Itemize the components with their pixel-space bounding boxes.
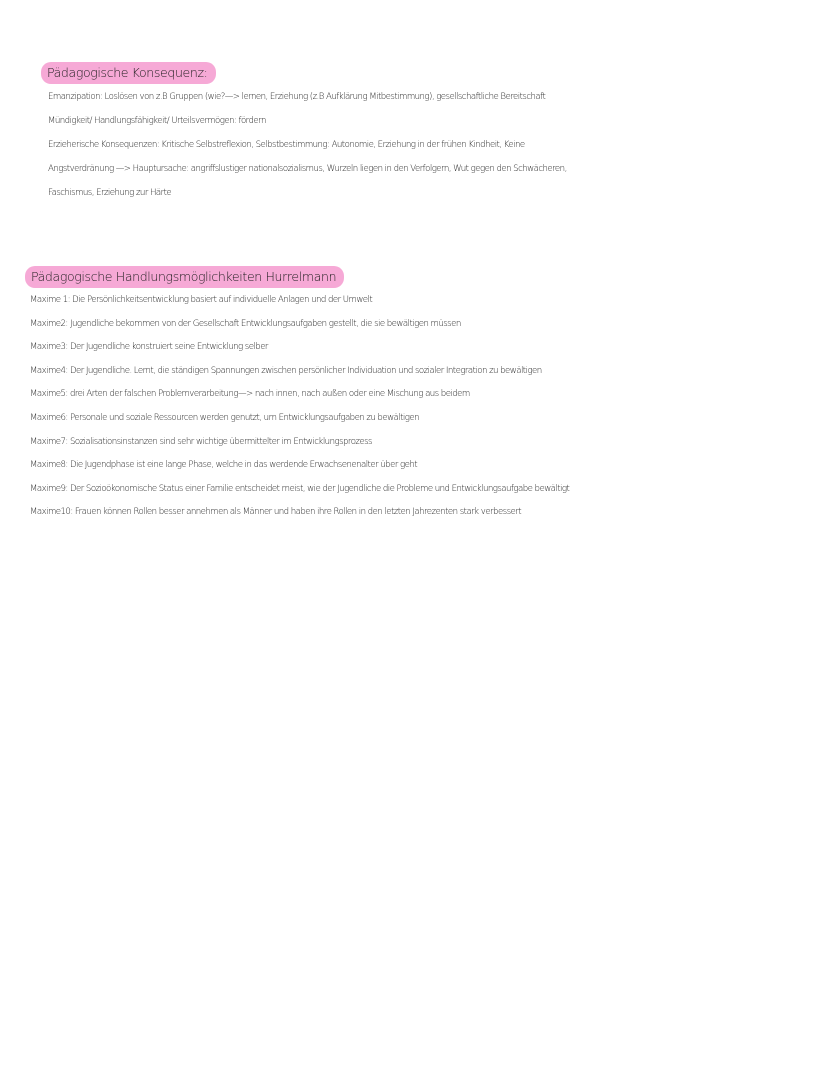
maxime-item: Maxime9: Der Sozioökonomische Status einer Familie entscheidet meist, wie der Jugendliche die Probleme und Entwicklungsaufgabe bewältigt: [30, 483, 570, 494]
note-lines: [48, 85, 828, 205]
maxime-item: Maxime4: Der Jugendliche. Lernt, die ständigen Spannungen zwischen persönlicher Individuation und sozialer Integration zu bewältigen: [30, 365, 542, 376]
note-line: Faschismus, Erziehung zur Härte: [48, 188, 172, 198]
maxime-item: Maxime6: Personale und soziale Ressourcen werden genutzt, um Entwicklungsaufgaben zu bewältigen: [30, 412, 420, 423]
maxime-item: Maxime10: Frauen können Rollen besser annehmen als Männer und haben ihre Rollen in den letzten Jahrezenten stark verbessert: [30, 507, 522, 518]
section-heading: Pädagogische Handlungsmöglichkeiten Hurrelmann: [25, 266, 344, 288]
maxime-item: Maxime5: drei Arten der falschen Problemverarbeitung—> nach innen, nach außen oder eine Mischung aus beidem: [30, 389, 470, 400]
section-heading: Pädagogische Konsequenz:: [41, 62, 216, 84]
maxime-item: Maxime2: Jugendliche bekommen von der Gesellschaft Entwicklungsaufgaben gestellt, die sie bewältigen müssen: [30, 318, 461, 329]
note-line: Angstverdränung —> Hauptursache: angriffslustiger nationalsozialismus, Wurzeln liegen in den Verfolgern, Wut gegen den Schwächeren,: [48, 164, 567, 174]
note-line: Erzieherische Konsequenzen: Kritische Selbstreflexion, Selbstbestimmung: Autonomie, Erziehung in der frühen Kindheit, Keine: [48, 140, 525, 150]
section-paedagogische-konsequenz: [0, 62, 828, 205]
maxime-item: Maxime7: Sozialisationsinstanzen sind sehr wichtige übermittelter im Entwicklungsprozess: [30, 436, 372, 447]
note-line: Mündigkeit/ Handlungsfähigkeit/ Urteilsvermögen: fördern: [48, 116, 266, 126]
section-handlungsmoeglichkeiten: [0, 266, 828, 525]
note-line: Emanzipation: Loslösen von z.B Gruppen (wie?—> lernen, Erziehung (z.B Aufklärung Mitbestimmung), gesellschaftliche Bereitschaft: [48, 92, 546, 102]
maxime-item: Maxime3: Der Jugendliche konstruiert seine Entwicklung selber: [30, 342, 268, 353]
maxime-list: [30, 289, 828, 525]
maxime-item: Maxime 1: Die Persönlichkeitsentwicklung basiert auf individuelle Anlagen und der Umwelt: [30, 295, 373, 305]
maxime-item: Maxime8: Die Jugendphase ist eine lange Phase, welche in das werdende Erwachsenenalter über geht: [30, 460, 418, 471]
